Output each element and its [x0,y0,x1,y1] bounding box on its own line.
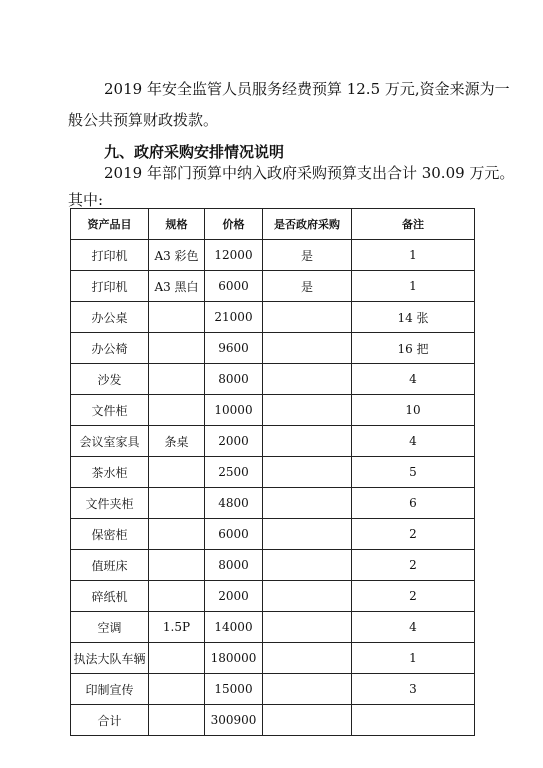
cell-gov-procurement [263,457,352,488]
cell-remarks: 1 [352,271,475,302]
cell-asset-item: 打印机 [71,240,149,271]
table-row [71,550,475,581]
cell-remarks [352,705,475,736]
cell-spec [149,643,205,674]
cell-spec [149,488,205,519]
cell-asset-item: 茶水柜 [71,457,149,488]
cell-asset-item: 执法大队车辆 [71,643,149,674]
cell-spec: A3 黑白 [149,271,205,302]
cell-remarks: 10 [352,395,475,426]
cell-spec [149,519,205,550]
cell-asset-item: 会议室家具 [71,426,149,457]
cell-price: 21000 [205,302,263,333]
cell-gov-procurement: 是 [263,240,352,271]
cell-gov-procurement [263,519,352,550]
cell-asset-item: 沙发 [71,364,149,395]
cell-price: 12000 [205,240,263,271]
cell-price: 180000 [205,643,263,674]
table-row [71,426,475,457]
cell-price: 15000 [205,674,263,705]
security-budget-text-line1: 2019 年安全监管人员服务经费预算 12.5 万元,资金来源为一 [104,80,510,98]
cell-gov-procurement [263,550,352,581]
cell-spec: 条桌 [149,426,205,457]
cell-gov-procurement [263,426,352,457]
cell-remarks: 1 [352,643,475,674]
procurement-text-line1: 2019 年部门预算中纳入政府采购预算支出合计 30.09 万元。 [104,164,515,182]
header-gov-procurement: 是否政府采购 [263,209,352,240]
cell-remarks: 4 [352,612,475,643]
cell-asset-item: 办公椅 [71,333,149,364]
cell-price: 6000 [205,519,263,550]
cell-asset-item: 碎纸机 [71,581,149,612]
table-row [71,612,475,643]
cell-gov-procurement [263,643,352,674]
security-budget-text-line2: 般公共预算财政拨款。 [68,111,219,129]
table-row [71,271,475,302]
cell-price: 14000 [205,612,263,643]
table-row [71,364,475,395]
cell-price: 8000 [205,364,263,395]
cell-gov-procurement [263,705,352,736]
cell-remarks: 14 张 [352,302,475,333]
table-row [71,395,475,426]
cell-asset-item: 值班床 [71,550,149,581]
header-asset-item: 资产品目 [71,209,149,240]
cell-asset-item: 文件柜 [71,395,149,426]
table-row [71,240,475,271]
cell-spec [149,705,205,736]
cell-price: 2000 [205,426,263,457]
cell-price: 2500 [205,457,263,488]
cell-remarks: 1 [352,240,475,271]
cell-asset-item: 印制宣传 [71,674,149,705]
cell-remarks: 4 [352,364,475,395]
cell-price: 8000 [205,550,263,581]
header-price: 价格 [205,209,263,240]
cell-spec: 1.5P [149,612,205,643]
cell-spec [149,395,205,426]
cell-gov-procurement [263,302,352,333]
cell-spec [149,457,205,488]
cell-spec: A3 彩色 [149,240,205,271]
cell-gov-procurement [263,581,352,612]
cell-gov-procurement [263,612,352,643]
cell-spec [149,674,205,705]
cell-spec [149,302,205,333]
table-row [71,333,475,364]
table-header-row [71,209,475,240]
cell-remarks: 4 [352,426,475,457]
cell-asset-item: 保密柜 [71,519,149,550]
table-row [71,519,475,550]
cell-remarks: 2 [352,550,475,581]
cell-price: 6000 [205,271,263,302]
cell-price: 4800 [205,488,263,519]
table-row [71,581,475,612]
cell-remarks: 16 把 [352,333,475,364]
table-row [71,488,475,519]
cell-price: 2000 [205,581,263,612]
table-row [71,674,475,705]
cell-asset-item: 文件夹柜 [71,488,149,519]
cell-spec [149,581,205,612]
cell-remarks: 6 [352,488,475,519]
cell-spec [149,333,205,364]
header-spec: 规格 [149,209,205,240]
cell-spec [149,364,205,395]
cell-gov-procurement [263,364,352,395]
cell-gov-procurement [263,395,352,426]
cell-gov-procurement [263,333,352,364]
table-row [71,705,475,736]
table-row [71,457,475,488]
cell-gov-procurement [263,674,352,705]
cell-asset-item: 合计 [71,705,149,736]
cell-gov-procurement: 是 [263,271,352,302]
cell-price: 10000 [205,395,263,426]
header-remarks: 备注 [352,209,475,240]
cell-remarks: 2 [352,519,475,550]
cell-asset-item: 办公桌 [71,302,149,333]
cell-remarks: 3 [352,674,475,705]
cell-asset-item: 空调 [71,612,149,643]
cell-asset-item: 打印机 [71,271,149,302]
table-row [71,302,475,333]
table-row [71,643,475,674]
cell-spec [149,550,205,581]
cell-gov-procurement [263,488,352,519]
table-body [71,240,475,736]
cell-price: 300900 [205,705,263,736]
cell-price: 9600 [205,333,263,364]
cell-remarks: 2 [352,581,475,612]
section-heading: 九、政府采购安排情况说明 [104,143,285,161]
cell-remarks: 5 [352,457,475,488]
procurement-text-line2: 其中: [68,191,104,209]
procurement-table [70,208,475,736]
